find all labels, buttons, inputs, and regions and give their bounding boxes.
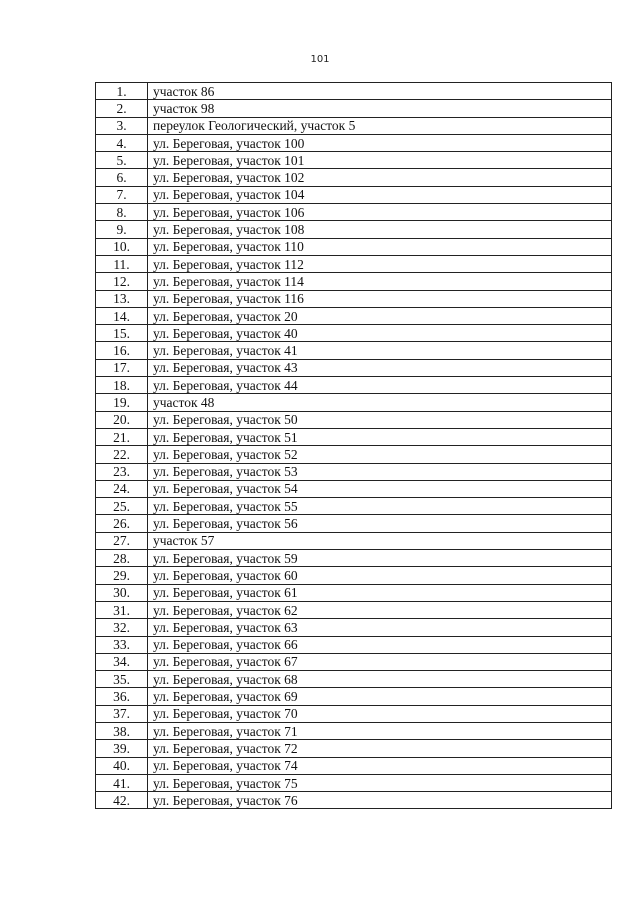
row-number-cell: 20. <box>96 411 148 428</box>
table-row <box>96 169 612 186</box>
table-row <box>96 342 612 359</box>
table-row <box>96 307 612 324</box>
table-row <box>96 186 612 203</box>
row-number-cell: 33. <box>96 636 148 653</box>
address-cell: ул. Береговая, участок 54 <box>148 480 612 497</box>
address-cell: ул. Береговая, участок 101 <box>148 152 612 169</box>
address-cell: ул. Береговая, участок 68 <box>148 671 612 688</box>
table-row <box>96 671 612 688</box>
address-cell: участок 57 <box>148 532 612 549</box>
address-cell: ул. Береговая, участок 114 <box>148 273 612 290</box>
table-row <box>96 792 612 809</box>
row-number-cell: 4. <box>96 134 148 151</box>
table-row <box>96 221 612 238</box>
table-row <box>96 480 612 497</box>
address-cell: ул. Береговая, участок 61 <box>148 584 612 601</box>
table-row <box>96 117 612 134</box>
address-cell: ул. Береговая, участок 76 <box>148 792 612 809</box>
row-number-cell: 40. <box>96 757 148 774</box>
address-cell: ул. Береговая, участок 50 <box>148 411 612 428</box>
table-row <box>96 705 612 722</box>
row-number-cell: 36. <box>96 688 148 705</box>
address-cell: ул. Береговая, участок 52 <box>148 446 612 463</box>
row-number-cell: 9. <box>96 221 148 238</box>
table-row <box>96 584 612 601</box>
row-number-cell: 14. <box>96 307 148 324</box>
row-number-cell: 35. <box>96 671 148 688</box>
address-cell: участок 48 <box>148 394 612 411</box>
row-number-cell: 3. <box>96 117 148 134</box>
table-row <box>96 532 612 549</box>
table-row <box>96 152 612 169</box>
address-cell: ул. Береговая, участок 53 <box>148 463 612 480</box>
table-row <box>96 601 612 618</box>
table-row <box>96 446 612 463</box>
row-number-cell: 5. <box>96 152 148 169</box>
row-number-cell: 12. <box>96 273 148 290</box>
address-cell: ул. Береговая, участок 43 <box>148 359 612 376</box>
table-row <box>96 688 612 705</box>
row-number-cell: 26. <box>96 515 148 532</box>
row-number-cell: 6. <box>96 169 148 186</box>
row-number-cell: 2. <box>96 100 148 117</box>
row-number-cell: 11. <box>96 255 148 272</box>
address-cell: ул. Береговая, участок 67 <box>148 653 612 670</box>
table-row <box>96 567 612 584</box>
address-cell: ул. Береговая, участок 112 <box>148 255 612 272</box>
table-row <box>96 377 612 394</box>
table-row <box>96 411 612 428</box>
address-cell: ул. Береговая, участок 51 <box>148 428 612 445</box>
table-row <box>96 722 612 739</box>
page-number: 101 <box>310 54 330 65</box>
row-number-cell: 16. <box>96 342 148 359</box>
address-cell: ул. Береговая, участок 62 <box>148 601 612 618</box>
table-row <box>96 394 612 411</box>
table-row <box>96 255 612 272</box>
table-row <box>96 273 612 290</box>
row-number-cell: 34. <box>96 653 148 670</box>
row-number-cell: 15. <box>96 325 148 342</box>
address-cell: ул. Береговая, участок 116 <box>148 290 612 307</box>
address-cell: ул. Береговая, участок 63 <box>148 619 612 636</box>
table-row <box>96 359 612 376</box>
row-number-cell: 38. <box>96 722 148 739</box>
table-row <box>96 498 612 515</box>
address-cell: ул. Береговая, участок 108 <box>148 221 612 238</box>
row-number-cell: 10. <box>96 238 148 255</box>
table-row <box>96 463 612 480</box>
address-cell: переулок Геологический, участок 5 <box>148 117 612 134</box>
address-cell: ул. Береговая, участок 55 <box>148 498 612 515</box>
row-number-cell: 28. <box>96 550 148 567</box>
address-cell: ул. Береговая, участок 71 <box>148 722 612 739</box>
table-row <box>96 204 612 221</box>
address-table <box>95 82 612 809</box>
row-number-cell: 7. <box>96 186 148 203</box>
table-row <box>96 134 612 151</box>
table-row <box>96 653 612 670</box>
address-cell: ул. Береговая, участок 110 <box>148 238 612 255</box>
table-row <box>96 100 612 117</box>
address-cell: ул. Береговая, участок 66 <box>148 636 612 653</box>
table-row <box>96 757 612 774</box>
address-cell: ул. Береговая, участок 20 <box>148 307 612 324</box>
row-number-cell: 31. <box>96 601 148 618</box>
address-cell: ул. Береговая, участок 69 <box>148 688 612 705</box>
row-number-cell: 42. <box>96 792 148 809</box>
address-cell: ул. Береговая, участок 104 <box>148 186 612 203</box>
row-number-cell: 30. <box>96 584 148 601</box>
row-number-cell: 22. <box>96 446 148 463</box>
address-cell: ул. Береговая, участок 100 <box>148 134 612 151</box>
table-row <box>96 550 612 567</box>
row-number-cell: 29. <box>96 567 148 584</box>
row-number-cell: 24. <box>96 480 148 497</box>
table-row <box>96 619 612 636</box>
table-row <box>96 428 612 445</box>
address-cell: ул. Береговая, участок 70 <box>148 705 612 722</box>
row-number-cell: 1. <box>96 83 148 100</box>
address-cell: ул. Береговая, участок 74 <box>148 757 612 774</box>
row-number-cell: 17. <box>96 359 148 376</box>
address-table-body <box>96 83 612 809</box>
row-number-cell: 8. <box>96 204 148 221</box>
table-row <box>96 83 612 100</box>
address-cell: ул. Береговая, участок 75 <box>148 774 612 791</box>
address-cell: ул. Береговая, участок 72 <box>148 740 612 757</box>
address-cell: участок 98 <box>148 100 612 117</box>
row-number-cell: 19. <box>96 394 148 411</box>
row-number-cell: 37. <box>96 705 148 722</box>
table-row <box>96 238 612 255</box>
row-number-cell: 32. <box>96 619 148 636</box>
address-cell: ул. Береговая, участок 106 <box>148 204 612 221</box>
address-cell: ул. Береговая, участок 40 <box>148 325 612 342</box>
table-row <box>96 740 612 757</box>
row-number-cell: 13. <box>96 290 148 307</box>
table-row <box>96 515 612 532</box>
row-number-cell: 39. <box>96 740 148 757</box>
row-number-cell: 27. <box>96 532 148 549</box>
row-number-cell: 23. <box>96 463 148 480</box>
address-cell: участок 86 <box>148 83 612 100</box>
row-number-cell: 21. <box>96 428 148 445</box>
row-number-cell: 25. <box>96 498 148 515</box>
table-row <box>96 290 612 307</box>
table-row <box>96 325 612 342</box>
table-row <box>96 774 612 791</box>
row-number-cell: 41. <box>96 774 148 791</box>
address-cell: ул. Береговая, участок 56 <box>148 515 612 532</box>
address-cell: ул. Береговая, участок 102 <box>148 169 612 186</box>
address-cell: ул. Береговая, участок 60 <box>148 567 612 584</box>
address-cell: ул. Береговая, участок 41 <box>148 342 612 359</box>
address-cell: ул. Береговая, участок 59 <box>148 550 612 567</box>
address-cell: ул. Береговая, участок 44 <box>148 377 612 394</box>
table-row <box>96 636 612 653</box>
row-number-cell: 18. <box>96 377 148 394</box>
